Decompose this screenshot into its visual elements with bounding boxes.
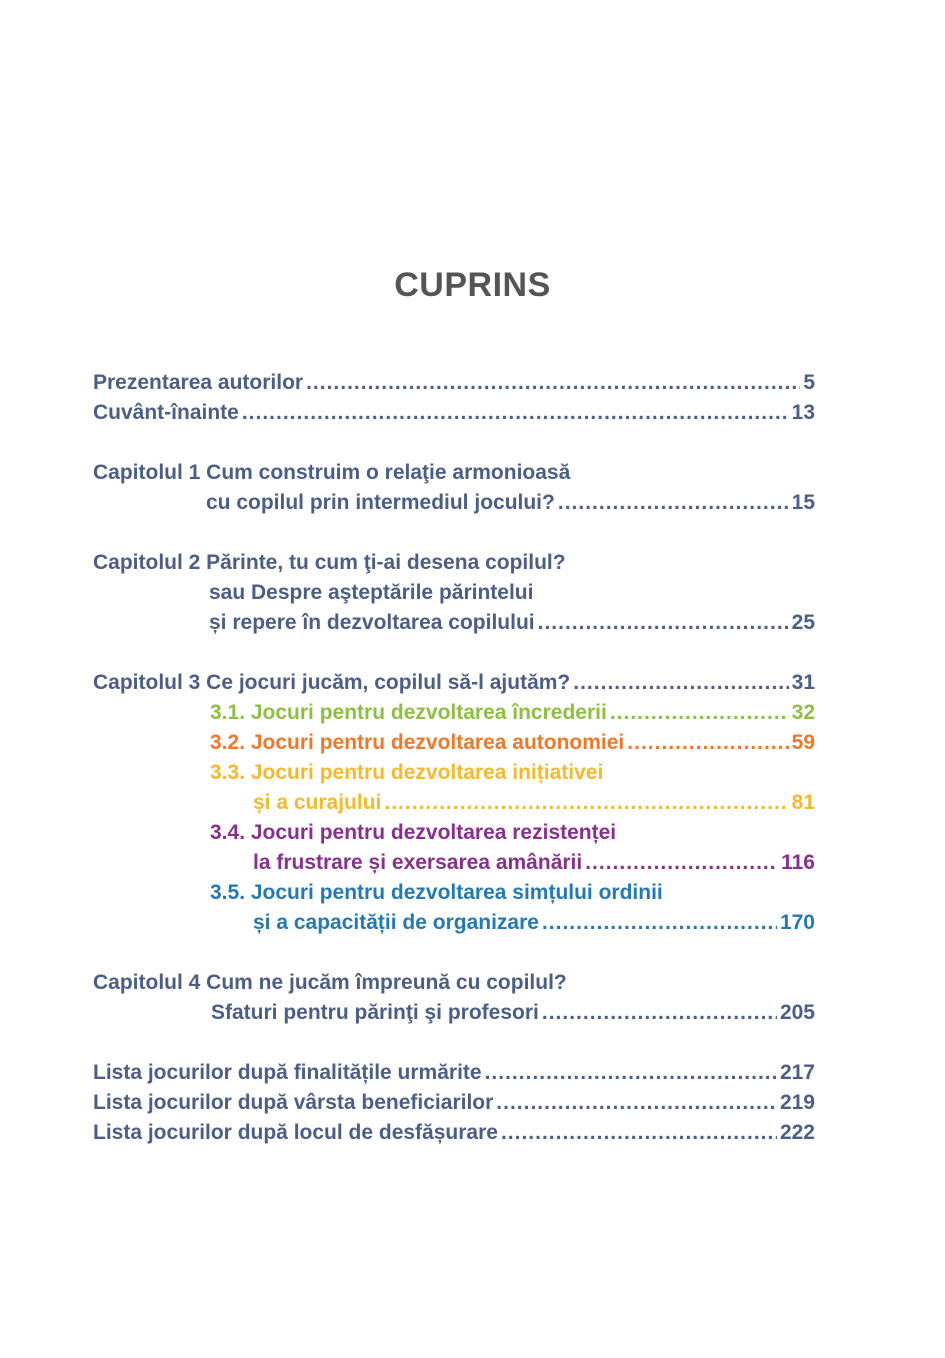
toc-entry-label: Lista jocurilor după finalitățile urmărite (93, 1061, 482, 1084)
toc-entry-cap1-line1[interactable] (93, 458, 570, 488)
page-title: CUPRINS (394, 266, 551, 304)
toc-entry-3-5-line2[interactable] (253, 908, 815, 938)
toc-entry-page: 205 (779, 1001, 815, 1024)
toc-entry-label: Lista jocurilor după locul de desfășurare (93, 1121, 498, 1144)
toc-entry-label: și a capacității de organizare (253, 911, 539, 934)
toc-entry-label: Sfaturi pentru părinţi şi profesori (211, 1001, 539, 1024)
toc-entry-cap2-line1[interactable] (93, 548, 566, 578)
dot-leader (573, 668, 788, 698)
toc-entry-cap3[interactable] (93, 668, 815, 698)
toc-entry-page: 13 (791, 401, 815, 424)
toc-entry-label: și a curajului (253, 791, 382, 814)
toc-entry-label: cu copilul prin intermediul jocului? (206, 491, 555, 514)
dot-leader (558, 488, 789, 518)
dot-leader (306, 368, 800, 398)
toc-entry-page: 217 (779, 1061, 815, 1084)
toc-entry-page: 31 (791, 671, 815, 694)
toc-entry-prezentarea[interactable] (93, 368, 815, 398)
toc-entry-page: 116 (781, 851, 815, 874)
toc-entry-3-3-line2[interactable] (253, 788, 815, 818)
toc-entry-lista-finalitati[interactable] (93, 1058, 815, 1088)
toc-entry-page: 25 (791, 611, 815, 634)
toc-entry-3-1[interactable] (210, 698, 815, 728)
dot-leader (485, 1058, 777, 1088)
toc-entry-3-2[interactable] (210, 728, 815, 758)
toc-entry-label: Capitolul 3 Ce jocuri jucăm, copilul să-l ajutăm? (93, 671, 571, 694)
toc-entry-lista-loc[interactable] (93, 1118, 815, 1148)
toc-entry-cap1-line2[interactable] (206, 488, 815, 518)
toc-entry-page: 170 (779, 911, 815, 934)
toc-entry-3-3-line1[interactable] (210, 758, 603, 788)
toc-entry-label: Cuvânt-înainte (93, 401, 239, 424)
toc-entry-label: Lista jocurilor după vârsta beneficiarilor (93, 1091, 494, 1114)
dot-leader (627, 728, 788, 758)
toc-entry-label: 3.2. Jocuri pentru dezvoltarea autonomiei (210, 731, 625, 754)
toc-entry-label: Capitolul 4 Cum ne jucăm împreună cu copilul? (93, 971, 567, 994)
toc-entry-page: 59 (791, 731, 815, 754)
toc-entry-cuvant[interactable] (93, 398, 815, 428)
dot-leader (501, 1118, 777, 1148)
toc-entry-page: 15 (791, 491, 815, 514)
toc-entry-page: 32 (791, 701, 815, 724)
dot-leader (585, 848, 778, 878)
toc-entry-label: 3.4. Jocuri pentru dezvoltarea rezistenței (210, 821, 617, 844)
toc-entry-page: 5 (803, 371, 815, 394)
toc-entry-label: și repere în dezvoltarea copilului (209, 611, 535, 634)
toc-entry-label: Prezentarea autorilor (93, 371, 304, 394)
toc-entry-label: 3.5. Jocuri pentru dezvoltarea simțului ordinii (210, 881, 663, 904)
toc-entry-lista-varsta[interactable] (93, 1088, 815, 1118)
toc-entry-page: 222 (779, 1121, 815, 1144)
dot-leader (496, 1088, 777, 1118)
dot-leader (542, 998, 777, 1028)
toc-entry-cap4-line1[interactable] (93, 968, 567, 998)
toc-entry-cap2-line3[interactable] (209, 608, 815, 638)
dot-leader (242, 398, 789, 428)
dot-leader (384, 788, 788, 818)
toc-entry-label: 3.3. Jocuri pentru dezvoltarea inițiativei (210, 761, 604, 784)
toc-entry-page: 81 (791, 791, 815, 814)
toc-entry-page: 219 (779, 1091, 815, 1114)
dot-leader (538, 608, 789, 638)
dot-leader (610, 698, 789, 728)
toc-entry-3-5-line1[interactable] (210, 878, 663, 908)
toc-entry-label: Capitolul 1 Cum construim o relaţie armonioasă (93, 461, 571, 484)
toc-entry-label: la frustrare și exersarea amânării (253, 851, 583, 874)
toc-entry-cap2-line2 (209, 578, 533, 608)
toc-entry-label: Capitolul 2 Părinte, tu cum ţi-ai desena copilul? (93, 551, 566, 574)
toc-entry-label: 3.1. Jocuri pentru dezvoltarea încrederii (210, 701, 607, 724)
toc-entry-3-4-line2[interactable] (253, 848, 815, 878)
toc-entry-3-4-line1[interactable] (210, 818, 616, 848)
dot-leader (542, 908, 777, 938)
toc-entry-cap4-line2[interactable] (211, 998, 815, 1028)
toc-entry-label: sau Despre aşteptările părintelui (209, 581, 534, 604)
